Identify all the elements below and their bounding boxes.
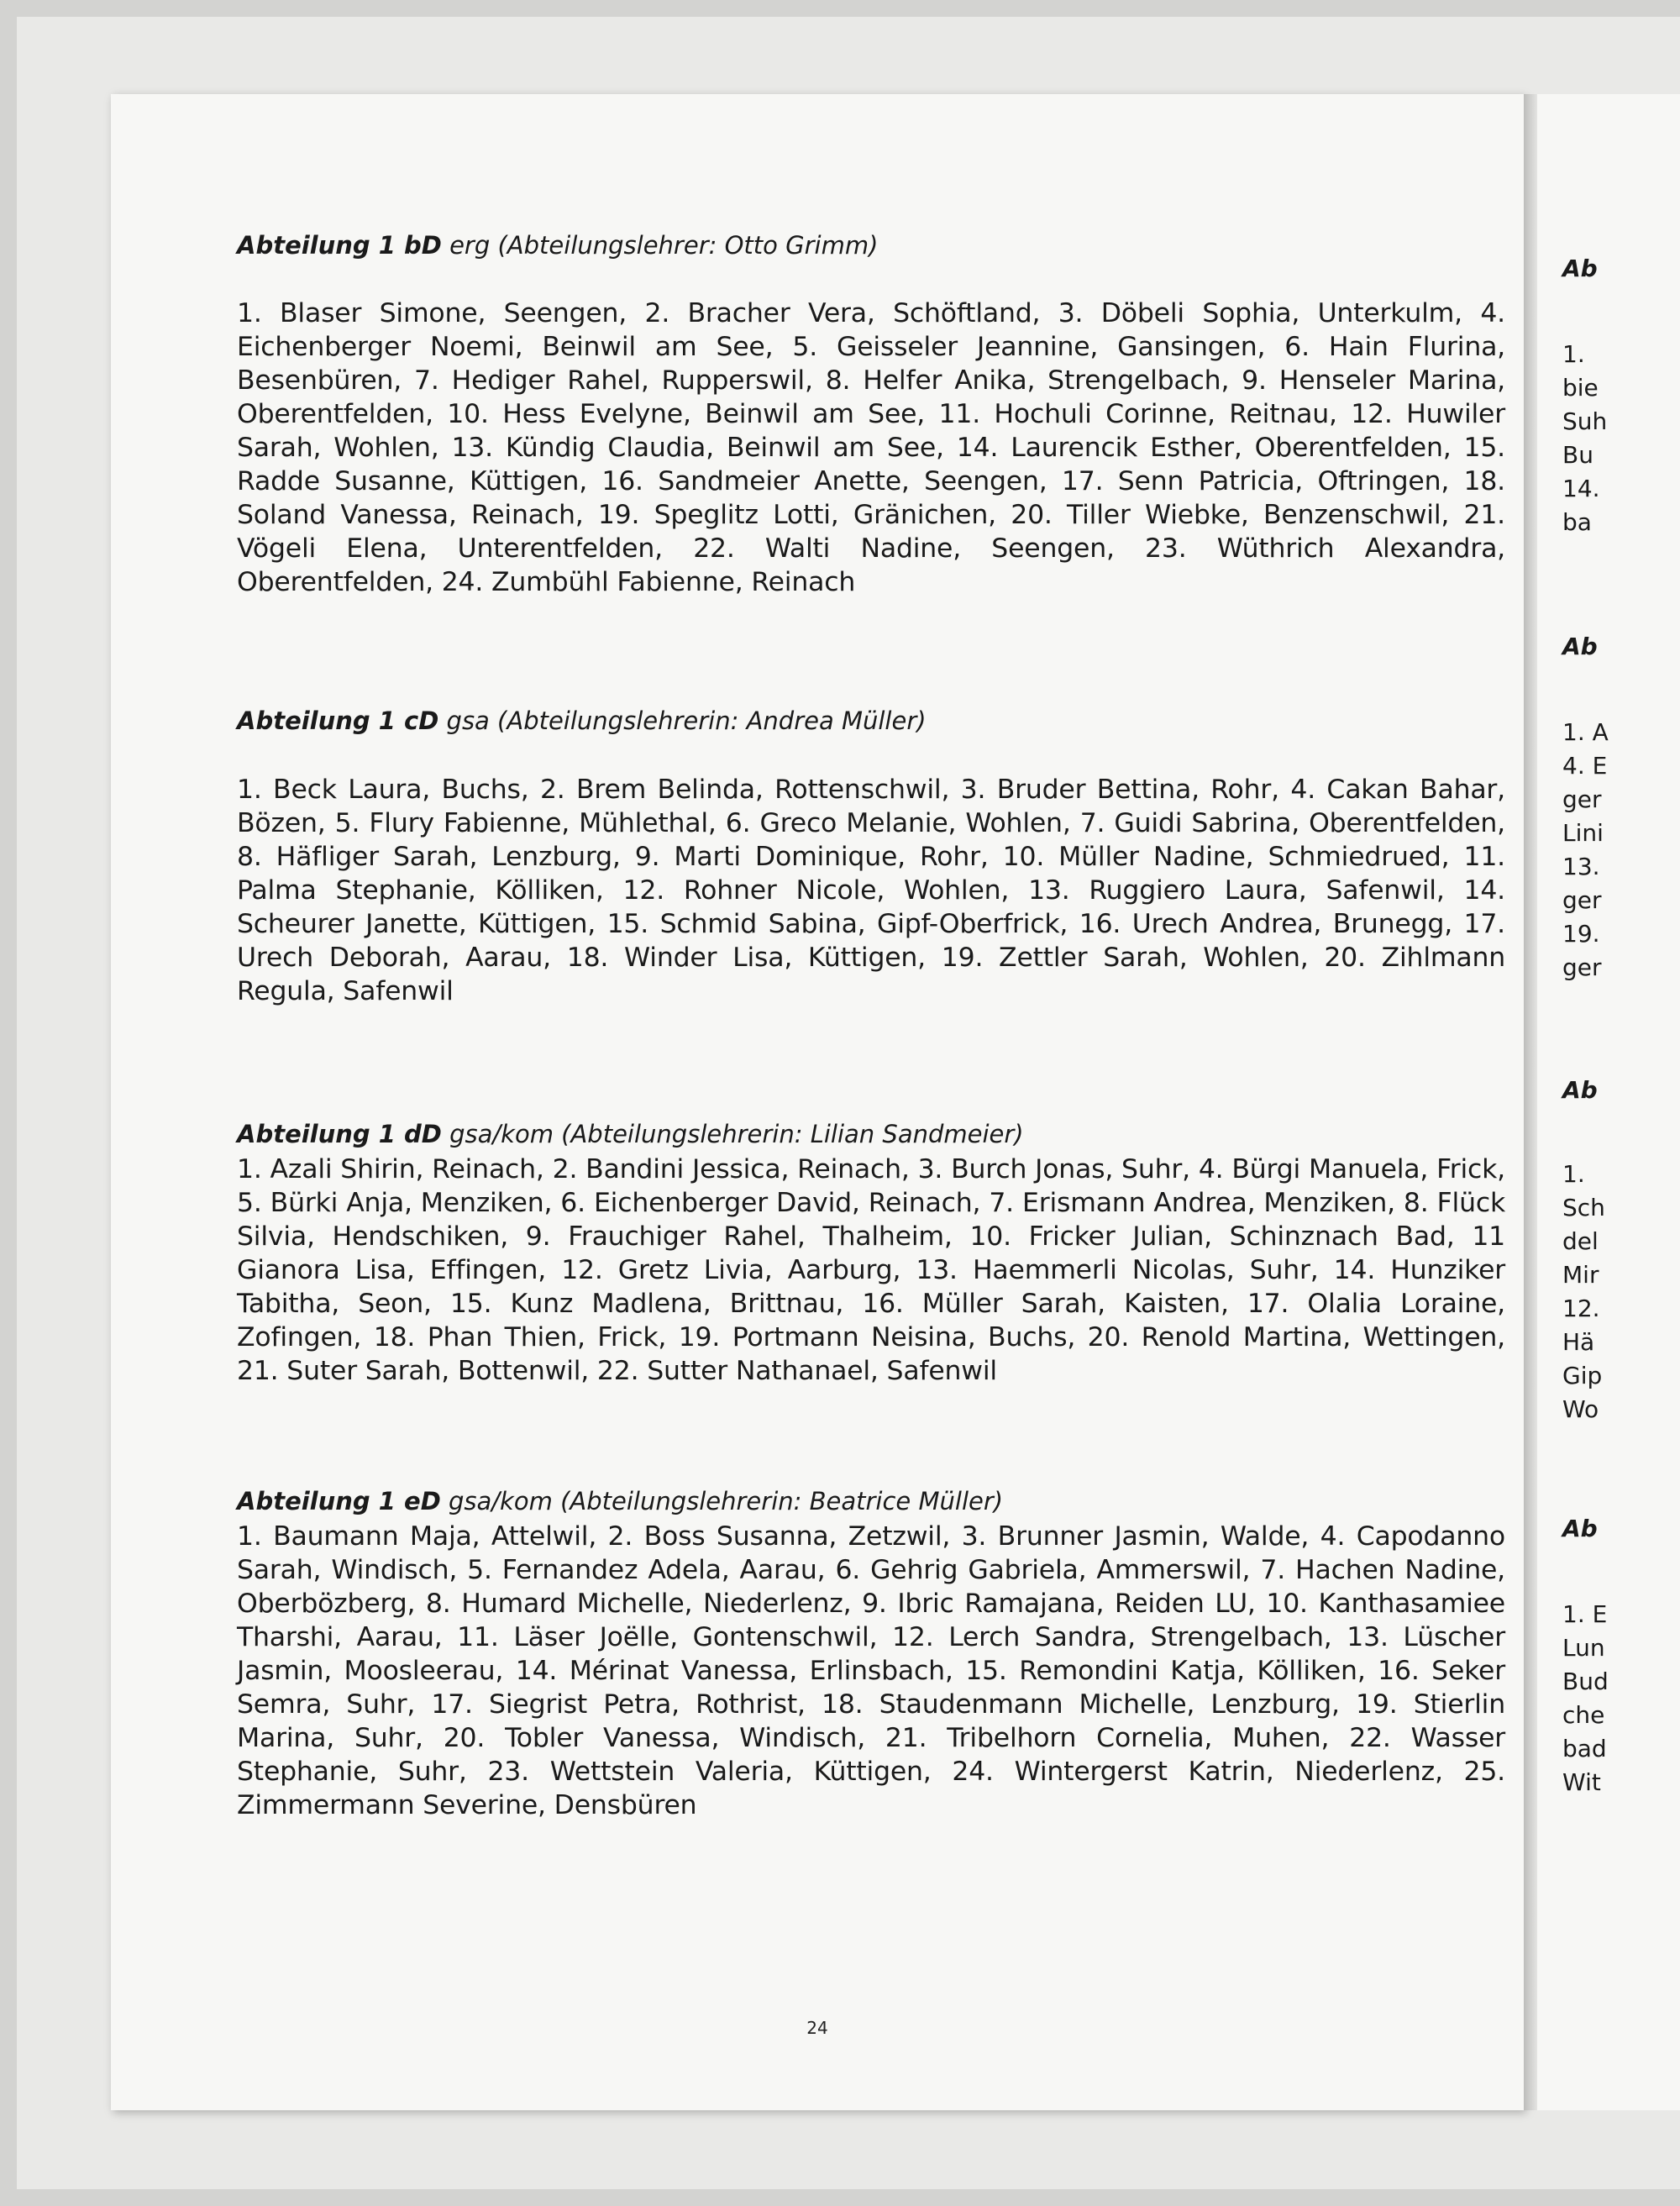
right-fragment: che [1562, 1701, 1605, 1729]
section-heading [237, 228, 1505, 262]
right-fragment: Ab [1562, 1076, 1598, 1104]
right-fragment: Bud [1562, 1668, 1609, 1695]
section-code: Abteilung 1 dD [237, 1120, 442, 1148]
right-fragment: 4. E [1562, 752, 1608, 780]
section-code: Abteilung 1 cD [237, 706, 439, 735]
right-fragment: Mir [1562, 1261, 1599, 1289]
right-fragment: Gip [1562, 1362, 1603, 1389]
section-1ed [237, 1484, 1505, 1822]
right-fragment: 14. [1562, 475, 1600, 502]
right-fragment: 1. E [1562, 1600, 1608, 1628]
section-1bd [237, 228, 1505, 599]
right-fragment: Wit [1562, 1768, 1601, 1796]
right-fragment: Ab [1562, 255, 1598, 282]
section-code: Abteilung 1 eD [237, 1487, 441, 1515]
right-fragment: Lini [1562, 819, 1604, 847]
right-fragment: Wo [1562, 1395, 1599, 1423]
section-teacher: gsa/kom (Abteilungslehrerin: Lilian Sandmeier) [441, 1120, 1024, 1148]
right-fragment: Ab [1562, 1515, 1598, 1542]
right-fragment: 19. [1562, 920, 1600, 948]
section-1cd [237, 704, 1505, 1008]
student-list: 1. Baumann Maja, Attelwil, 2. Boss Susanna, Zetzwil, 3. Brunner Jasmin, Walde, 4. Capodanno Sarah, Windisch, 5. Fernandez Adela, Aarau, 6. Gehrig Gabriela, Ammerswil, 7. Hachen Nadine, Oberbözberg, 8. Humard Michelle, Niederlenz, 9. Ibric Ramajana, Reiden LU, 10. Kanthasamiee Tharshi, Aarau, 11. Läser Joëlle, Gontenschwil, 12. Lerch Sandra, Strengelbach, 13. Lüscher Jasmin, Moosleerau, 14. Mérinat Vanessa, Erlinsbach, 15. Remondini Katja, Kölliken, 16. Seker Semra, Suhr, 17. Siegrist Petra, Rothrist, 18. Staudenmann Michelle, Lenzburg, 19. Stierlin Marina, Suhr, 20. Tobler Vanessa, Windisch, 21. Tribelhorn Cornelia, Muhen, 22. Wasser Stephanie, Suhr, 23. Wettstein Valeria, Küttigen, 24. Wintergerst Katrin, Niederlenz, 25. Zimmermann Severine, Densbüren [237, 1521, 1505, 1820]
right-fragment: ger [1562, 886, 1602, 914]
section-teacher: gsa/kom (Abteilungslehrerin: Beatrice Müller) [440, 1487, 1004, 1515]
right-fragment: 1. A [1562, 718, 1609, 746]
section-teacher: gsa (Abteilungslehrerin: Andrea Müller) [438, 706, 927, 735]
section-heading [237, 704, 1505, 738]
student-list: 1. Blaser Simone, Seengen, 2. Bracher Vera, Schöftland, 3. Döbeli Sophia, Unterkulm, 4. Eichenberger Noemi, Beinwil am See, 5. Geisseler Jeannine, Gansingen, 6. Hain Flurina, Besenbüren, 7. Hediger Rahel, Rupperswil, 8. Helfer Anika, Strengelbach, 9. Henseler Marina, Oberentfelden, 10. Hess Evelyne, Beinwil am See, 11. Hochuli Corinne, Reitnau, 12. Huwiler Sarah, Wohlen, 13. Kündig Claudia, Beinwil am See, 14. Laurencik Esther, Oberentfelden, 15. Radde Susanne, Küttigen, 16. Sandmeier Anette, Seengen, 17. Senn Patricia, Oftringen, 18. Soland Vanessa, Reinach, 19. Speglitz Lotti, Gränichen, 20. Tiller Wiebke, Benzenschwil, 21. Vögeli Elena, Unterentfelden, 22. Walti Nadine, Seengen, 23. Wüthrich Alexandra, Oberentfelden, 24. Zumbühl Fabienne, Reinach [237, 298, 1505, 597]
book-gutter [1524, 94, 1537, 2110]
page-number: 24 [806, 2018, 828, 2038]
section-heading [237, 1117, 1505, 1151]
right-fragment: 1. [1562, 340, 1585, 368]
section-code: Abteilung 1 bD [237, 231, 442, 260]
right-fragment: 12. [1562, 1295, 1600, 1322]
student-list: 1. Beck Laura, Buchs, 2. Brem Belinda, Rottenschwil, 3. Bruder Bettina, Rohr, 4. Cakan Bahar, Bözen, 5. Flury Fabienne, Mühlethal, 6. Greco Melanie, Wohlen, 7. Guidi Sabrina, Oberentfelden, 8. Häfliger Sarah, Lenzburg, 9. Marti Dominique, Rohr, 10. Müller Nadine, Schmiedrued, 11. Palma Stephanie, Kölliken, 12. Rohner Nicole, Wohlen, 13. Ruggiero Laura, Safenwil, 14. Scheurer Janette, Küttigen, 15. Schmid Sabina, Gipf-Oberfrick, 16. Urech Andrea, Brunegg, 17. Urech Deborah, Aarau, 18. Winder Lisa, Küttigen, 19. Zettler Sarah, Wohlen, 20. Zihlmann Regula, Safenwil [237, 775, 1505, 1006]
section-heading [237, 1484, 1505, 1518]
right-fragment: del [1562, 1227, 1599, 1255]
right-fragment: Hä [1562, 1328, 1595, 1356]
right-fragment: 1. [1562, 1160, 1585, 1188]
right-fragment: bad [1562, 1735, 1607, 1762]
right-fragment: Sch [1562, 1194, 1605, 1221]
right-fragment: bie [1562, 374, 1599, 402]
right-fragment: Lun [1562, 1634, 1605, 1662]
section-1dd [237, 1117, 1505, 1388]
left-page [111, 94, 1524, 2110]
right-fragment: Ab [1562, 633, 1598, 660]
right-fragment: Suh [1562, 407, 1608, 435]
section-teacher: erg (Abteilungslehrer: Otto Grimm) [441, 231, 879, 260]
right-fragment: ba [1562, 508, 1592, 536]
right-fragment: ger [1562, 785, 1602, 813]
student-list: 1. Azali Shirin, Reinach, 2. Bandini Jessica, Reinach, 3. Burch Jonas, Suhr, 4. Bürgi Manuela, Frick, 5. Bürki Anja, Menziken, 6. Eichenberger David, Reinach, 7. Erismann Andrea, Menziken, 8. Flück Silvia, Hendschiken, 9. Frauchiger Rahel, Thalheim, 10. Fricker Julian, Schinznach Bad, 11 Gianora Lisa, Effingen, 12. Gretz Livia, Aarburg, 13. Haemmerli Nicolas, Suhr, 14. Hunziker Tabitha, Seon, 15. Kunz Madlena, Brittnau, 16. Müller Sarah, Kaisten, 17. Olalia Loraine, Zofingen, 18. Phan Thien, Frick, 19. Portmann Neisina, Buchs, 20. Renold Martina, Wettingen, 21. Suter Sarah, Bottenwil, 22. Sutter Nathanael, Safenwil [237, 1154, 1505, 1386]
right-fragment: 13. [1562, 853, 1600, 880]
right-page-edge [1537, 94, 1680, 2110]
right-fragment: Bu [1562, 441, 1593, 469]
right-fragment: ger [1562, 953, 1602, 981]
